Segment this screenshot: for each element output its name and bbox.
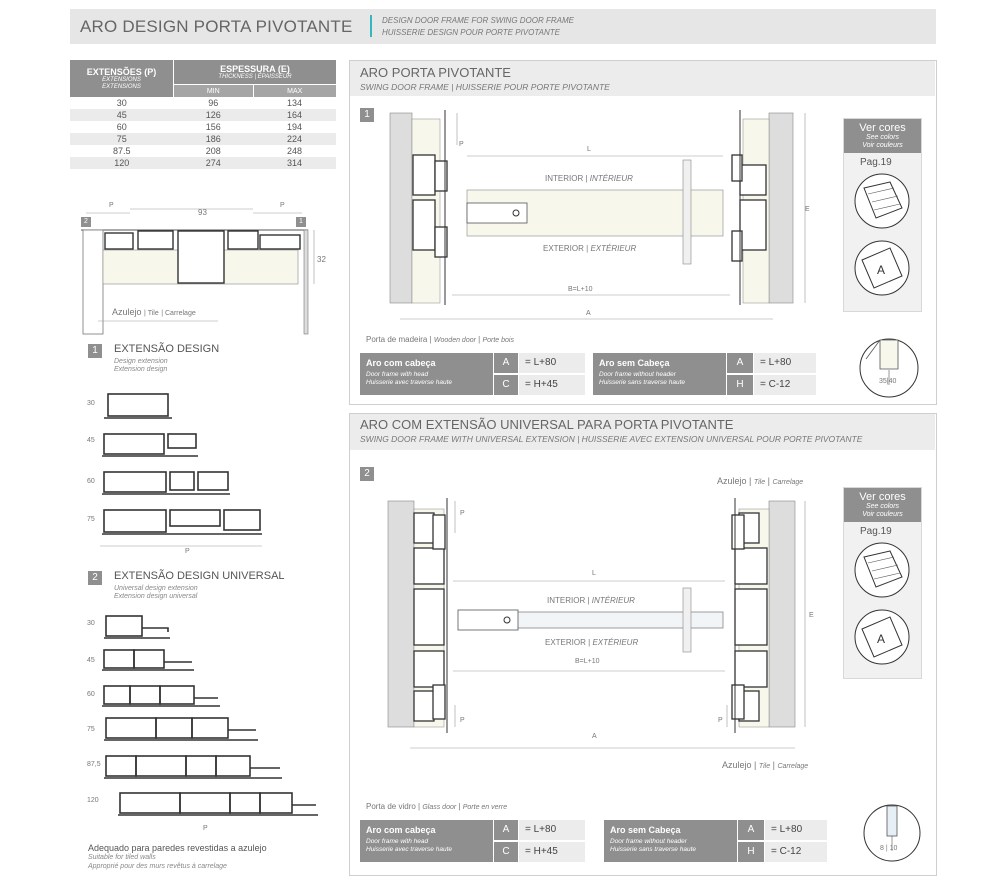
see-colors-fr: Voir couleurs bbox=[862, 511, 903, 518]
panel2-caption-fr: Porte en verre bbox=[462, 804, 508, 811]
panel1-see-colors[interactable] bbox=[843, 118, 922, 312]
univ-size-label: 30 bbox=[87, 620, 95, 627]
table-row bbox=[70, 109, 336, 121]
panel1-angle-icon bbox=[858, 337, 920, 399]
formula-letter: A bbox=[738, 820, 764, 840]
col-max: MAX bbox=[253, 85, 336, 98]
panel2-dim-l: L bbox=[592, 570, 596, 577]
ext-size-label: 45 bbox=[87, 437, 95, 444]
panel2-exterior: EXTERIOR bbox=[545, 638, 586, 647]
table-row bbox=[70, 157, 336, 169]
table-cell: 274 bbox=[174, 157, 254, 169]
letter-a: A bbox=[877, 263, 886, 277]
univ-size-label: 87,5 bbox=[87, 761, 101, 768]
table-cell: 75 bbox=[70, 133, 174, 145]
panel2-dim-b: B=L+10 bbox=[575, 658, 600, 665]
box-title: Aro com cabeça bbox=[366, 358, 436, 368]
panel1-number: 1 bbox=[360, 108, 374, 122]
panel2-tile-top: Azulejo | Tile | Carrelage bbox=[717, 476, 804, 486]
formula-letter: H bbox=[727, 375, 753, 395]
panel2-box-without-head bbox=[604, 820, 737, 862]
panel2-interior: INTERIOR bbox=[547, 596, 586, 605]
extension-table bbox=[70, 60, 336, 169]
panel1-caption-en: Wooden door bbox=[433, 337, 476, 344]
wood-texture-icon bbox=[855, 543, 909, 597]
table-cell: 30 bbox=[116, 98, 127, 108]
panel1-box-without-head bbox=[593, 353, 726, 395]
box-sub-en: Door frame with head bbox=[366, 838, 429, 845]
panel1-dim-e: E bbox=[805, 206, 810, 213]
formula-letter: A bbox=[494, 820, 518, 840]
table-cell: 45 bbox=[70, 109, 174, 121]
see-colors-page: Pag.19 bbox=[860, 526, 892, 537]
tile-fr: Carrelage bbox=[772, 479, 804, 486]
box-sub-fr: Huisserie sans traverse haute bbox=[599, 379, 685, 386]
see-colors-title: Ver cores bbox=[859, 122, 906, 134]
table-cell: 126 bbox=[174, 109, 254, 121]
tile-label: Azulejo | Tile | Carrelage bbox=[112, 307, 196, 317]
ext-universal-p: P bbox=[203, 825, 208, 832]
ext-design-p: P bbox=[185, 548, 190, 555]
finish-icons bbox=[844, 537, 921, 677]
ext-universal-sub-fr: Extension design universal bbox=[114, 593, 198, 600]
panel2-dim-a: A bbox=[592, 733, 597, 740]
panel2-interior-fr: INTÉRIEUR bbox=[591, 596, 635, 605]
ext-universal-sub-en: Universal design extension bbox=[114, 585, 198, 592]
panel2-plan-drawing bbox=[385, 493, 825, 753]
panel1-plan-drawing bbox=[385, 105, 825, 335]
table-cell: 224 bbox=[253, 133, 336, 145]
panel2-tile-bottom: Azulejo | Tile | Carrelage bbox=[722, 760, 809, 770]
panel1-exterior-fr: EXTÉRIEUR bbox=[590, 244, 637, 253]
ext-design-profiles bbox=[98, 388, 268, 558]
tile-fr: Carrelage bbox=[777, 763, 809, 770]
table-cell: 156 bbox=[205, 122, 221, 132]
tile-note-en: Suitable for tiled walls bbox=[88, 854, 156, 861]
formula-letter: H bbox=[738, 842, 764, 862]
see-colors-header bbox=[844, 119, 921, 153]
panel1-caption-fr: Porte bois bbox=[482, 337, 514, 344]
col-thickness-sub: THICKNESS | ÉPAISSEUR bbox=[218, 73, 292, 80]
panel2-dim-p-top: P bbox=[460, 510, 465, 517]
tile-pt: Azulejo bbox=[717, 476, 747, 486]
panel1-dim-p: P bbox=[459, 141, 464, 148]
panel1-interior: INTERIOR bbox=[545, 174, 584, 183]
table-cell: 194 bbox=[287, 122, 303, 132]
letter-a: A bbox=[877, 632, 886, 646]
table-row bbox=[70, 121, 336, 133]
table-cell: 120 bbox=[70, 157, 174, 169]
box-sub-fr: Huisserie sans traverse haute bbox=[610, 846, 696, 853]
table-cell: 87.5 bbox=[112, 146, 131, 156]
box-sub-en: Door frame with head bbox=[366, 371, 429, 378]
panel2-see-colors[interactable] bbox=[843, 487, 922, 679]
col-min: MIN bbox=[174, 85, 254, 98]
see-colors-en: See colors bbox=[865, 503, 900, 510]
section-number-1: 1 bbox=[88, 344, 102, 358]
panel1-interior-fr: INTÉRIEUR bbox=[589, 174, 633, 183]
panel2-dim-e: E bbox=[809, 612, 814, 619]
box-sub-en: Door frame without header bbox=[599, 371, 676, 378]
col-extensions-label: EXTENSÕES (P) bbox=[86, 66, 157, 77]
formula-letter: A bbox=[494, 353, 518, 373]
box-title: Aro com cabeça bbox=[366, 825, 436, 835]
table-cell: 186 bbox=[174, 133, 254, 145]
formula-value: = L+80 bbox=[519, 353, 585, 373]
formula-value: = L+80 bbox=[519, 820, 585, 840]
table-cell: 60 bbox=[116, 122, 127, 132]
wood-texture-icon bbox=[855, 174, 909, 228]
dim-p-right: P bbox=[280, 202, 285, 209]
see-colors-title: Ver cores bbox=[859, 491, 906, 503]
col-extensions bbox=[70, 60, 174, 97]
accent-divider bbox=[370, 15, 372, 37]
formula-value: = C-12 bbox=[754, 375, 816, 395]
panel2-number: 2 bbox=[360, 467, 374, 481]
ext-universal-sub bbox=[114, 585, 198, 601]
ext-universal-title: EXTENSÃO DESIGN UNIVERSAL bbox=[114, 570, 285, 582]
col-extensions-sub2: EXTENSIONS bbox=[102, 83, 141, 90]
panel1-caption-pt: Porta de madeira bbox=[366, 335, 428, 344]
panel2-angle-icon bbox=[862, 803, 922, 863]
badge-left: 2 bbox=[84, 218, 88, 225]
panel2-box-with-head bbox=[360, 820, 493, 862]
table-row bbox=[70, 97, 336, 109]
table-row bbox=[70, 133, 336, 145]
see-colors-page: Pag.19 bbox=[860, 157, 892, 168]
panel1-interior-label: INTERIOR | INTÉRIEUR bbox=[545, 174, 633, 183]
box-sub-en: Door frame without header bbox=[610, 838, 687, 845]
panel1-dim-a: A bbox=[586, 310, 591, 317]
panel1-angle-label: 35|40 bbox=[879, 378, 897, 385]
panel1-exterior: EXTERIOR bbox=[543, 244, 584, 253]
panel1-subtitle: SWING DOOR FRAME | HUISSERIE POUR PORTE PIVOTANTE bbox=[360, 82, 610, 92]
formula-letter: C bbox=[494, 375, 518, 395]
univ-size-label: 75 bbox=[87, 726, 95, 733]
panel1-exterior-label: EXTERIOR | EXTÉRIEUR bbox=[543, 244, 637, 253]
ext-design-sub-en: Design extension bbox=[114, 358, 168, 365]
panel2-caption: Porta de vidro | Glass door | Porte en verre bbox=[366, 802, 508, 811]
tile-label-pt: Azulejo bbox=[112, 307, 142, 317]
box-title: Aro sem Cabeça bbox=[610, 825, 681, 835]
tile-en: Tile bbox=[753, 479, 766, 486]
dim-p-left: P bbox=[109, 202, 114, 209]
panel2-subtitle: SWING DOOR FRAME WITH UNIVERSAL EXTENSION | HUISSERIE AVEC EXTENSION UNIVERSAL POUR PORTE PIVOTANTE bbox=[360, 434, 863, 444]
panel2-angle-label: 8 | 10 bbox=[880, 845, 898, 852]
ext-universal-profiles bbox=[98, 610, 323, 825]
section-number-2: 2 bbox=[88, 571, 102, 585]
panel1-title: ARO PORTA PIVOTANTE bbox=[360, 65, 511, 80]
table-cell: 96 bbox=[208, 98, 219, 108]
box-sub-fr: Huisserie avec traverse haute bbox=[366, 846, 452, 853]
table-cell: 208 bbox=[205, 146, 221, 156]
formula-value: = H+45 bbox=[519, 375, 585, 395]
see-colors-en: See colors bbox=[865, 134, 900, 141]
panel1-caption: Porta de madeira | Wooden door | Porte bois bbox=[366, 335, 514, 344]
panel2-interior-label: INTERIOR | INTÉRIEUR bbox=[547, 596, 635, 605]
formula-letter: C bbox=[494, 842, 518, 862]
tile-label-fr: Carrelage bbox=[165, 310, 196, 317]
see-colors-header bbox=[844, 488, 921, 522]
table-cell: 164 bbox=[253, 109, 336, 121]
table-row bbox=[70, 145, 336, 157]
tile-pt: Azulejo bbox=[722, 760, 752, 770]
tile-note-fr: Approprié pour des murs revêtus à carrelage bbox=[88, 863, 227, 870]
panel2-title: ARO COM EXTENSÃO UNIVERSAL PARA PORTA PIVOTANTE bbox=[360, 417, 734, 432]
subtitle-en: DESIGN DOOR FRAME FOR SWING DOOR FRAME bbox=[382, 16, 575, 25]
panel1-box-with-head bbox=[360, 353, 493, 395]
subtitle-fr: HUISSERIE DESIGN POUR PORTE PIVOTANTE bbox=[382, 28, 560, 37]
tile-note-pt: Adequado para paredes revestidas a azulejo bbox=[88, 843, 267, 853]
finish-icons bbox=[844, 168, 921, 308]
panel2-caption-en: Glass door bbox=[422, 804, 457, 811]
ext-size-label: 75 bbox=[87, 516, 95, 523]
formula-value: = L+80 bbox=[754, 353, 816, 373]
badge-right: 1 bbox=[299, 218, 303, 225]
ext-design-title: EXTENSÃO DESIGN bbox=[114, 343, 220, 355]
col-extensions-sub1: EXTENSIONS bbox=[102, 76, 141, 83]
page-subtitle bbox=[382, 15, 574, 39]
panel2-exterior-label: EXTERIOR | EXTÉRIEUR bbox=[545, 638, 639, 647]
formula-letter: A bbox=[727, 353, 753, 373]
tile-note bbox=[88, 843, 267, 871]
panel2-exterior-fr: EXTÉRIEUR bbox=[592, 638, 639, 647]
panel2-caption-pt: Porta de vidro bbox=[366, 802, 416, 811]
panel1-dim-b: B=L+10 bbox=[568, 286, 593, 293]
panel2-title-bar bbox=[350, 414, 935, 450]
tile-label-en: Tile bbox=[147, 310, 159, 317]
dim-width: 93 bbox=[198, 208, 207, 217]
formula-value: = C-12 bbox=[765, 842, 827, 862]
col-thickness bbox=[174, 60, 337, 85]
see-colors-fr: Voir couleurs bbox=[862, 142, 903, 149]
dim-height: 32 bbox=[317, 255, 326, 264]
tile-en: Tile bbox=[758, 763, 771, 770]
table-cell: 248 bbox=[287, 146, 303, 156]
ext-size-label: 60 bbox=[87, 478, 95, 485]
panel2-dim-p-right: P bbox=[718, 717, 723, 724]
col-thickness-label: ESPESSURA (E) bbox=[220, 63, 290, 74]
table-cell: 314 bbox=[253, 157, 336, 169]
ext-design-sub bbox=[114, 358, 168, 374]
panel2-dim-p-bottom: P bbox=[460, 717, 465, 724]
univ-size-label: 45 bbox=[87, 657, 95, 664]
panel1-dim-l: L bbox=[587, 146, 591, 153]
page-title: ARO DESIGN PORTA PIVOTANTE bbox=[80, 17, 353, 36]
table-cell: 134 bbox=[287, 98, 303, 108]
box-title: Aro sem Cabeça bbox=[599, 358, 670, 368]
ext-size-label: 30 bbox=[87, 400, 95, 407]
univ-size-label: 60 bbox=[87, 691, 95, 698]
box-sub-fr: Huisserie avec traverse haute bbox=[366, 379, 452, 386]
panel1-title-bar bbox=[350, 61, 935, 96]
formula-value: = H+45 bbox=[519, 842, 585, 862]
univ-size-label: 120 bbox=[87, 797, 99, 804]
ext-design-sub-fr: Extension design bbox=[114, 366, 168, 373]
formula-value: = L+80 bbox=[765, 820, 827, 840]
